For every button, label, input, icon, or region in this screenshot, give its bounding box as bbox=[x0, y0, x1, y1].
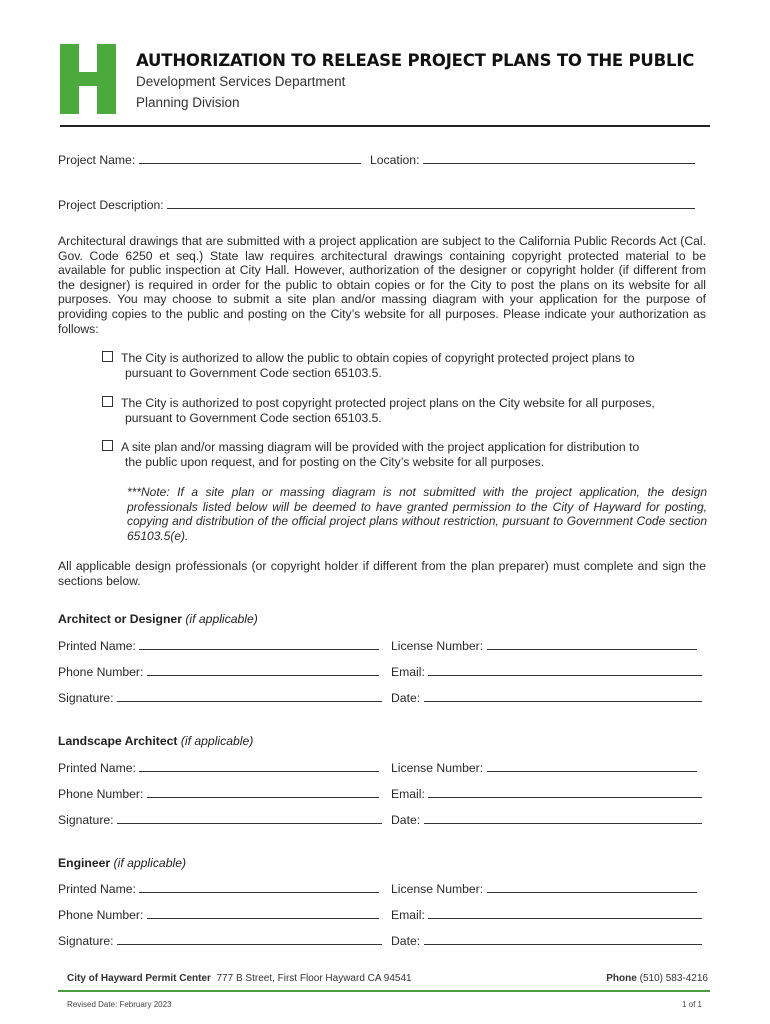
division-name: Planning Division bbox=[136, 95, 240, 110]
architect-date-field[interactable]: Date: bbox=[391, 690, 702, 705]
note-paragraph: ***Note: If a site plan or massing diagram is not submitted with the project application, the design professionals listed below will be deemed to have granted permission to the City of Hayward for posting, copying and distribution of the official project plans without restriction, pursuant to Government Code section 65103.5(e). bbox=[127, 485, 707, 543]
project-name-line[interactable] bbox=[139, 152, 361, 164]
footer-phone bbox=[606, 973, 708, 984]
architect-signature-field[interactable]: Signature: bbox=[58, 690, 382, 705]
option-text: The City is authorized to post copyright protected project plans on the City website for all purposes, bbox=[121, 396, 655, 410]
engineer-email-field[interactable]: Email: bbox=[391, 907, 702, 922]
page-number: 1 of 1 bbox=[681, 1000, 702, 1009]
document-title: AUTHORIZATION TO RELEASE PROJECT PLANS TO THE PUBLIC bbox=[136, 51, 695, 70]
checkbox-allow-copies[interactable] bbox=[102, 351, 113, 362]
input-line[interactable] bbox=[117, 690, 382, 702]
option-allow-copies[interactable] bbox=[102, 351, 708, 380]
option-text: A site plan and/or massing diagram will be provided with the project application for distribution to bbox=[121, 440, 640, 454]
input-line[interactable] bbox=[147, 664, 379, 676]
input-line[interactable] bbox=[428, 786, 702, 798]
revised-date: Revised Date: February 2023 bbox=[67, 1000, 172, 1009]
engineer-signature-field[interactable]: Signature: bbox=[58, 933, 382, 948]
footer-phone-number: (510) 583-4216 bbox=[639, 973, 708, 984]
footer-org: City of Hayward Permit Center bbox=[67, 973, 211, 984]
landscape-license-field[interactable]: License Number: bbox=[391, 760, 697, 775]
input-line[interactable] bbox=[424, 690, 702, 702]
input-line[interactable] bbox=[147, 907, 379, 919]
option-site-plan[interactable] bbox=[102, 440, 708, 469]
landscape-date-field[interactable]: Date: bbox=[391, 812, 702, 827]
footer-street: 777 B Street, First Floor Hayward CA 94541 bbox=[216, 973, 412, 984]
input-line[interactable] bbox=[147, 786, 379, 798]
input-line[interactable] bbox=[139, 881, 379, 893]
section-title-architect: Architect or Designer (if applicable) bbox=[58, 612, 258, 626]
input-line[interactable] bbox=[117, 812, 382, 824]
project-description-label: Project Description: bbox=[58, 198, 164, 212]
instruction-paragraph: All applicable design professionals (or copyright holder if different from the plan preparer) must complete and sign the sections below. bbox=[58, 559, 706, 588]
header-divider bbox=[60, 125, 710, 127]
footer-divider bbox=[58, 990, 710, 992]
section-title-landscape-architect: Landscape Architect (if applicable) bbox=[58, 734, 254, 748]
engineer-license-field[interactable]: License Number: bbox=[391, 881, 697, 896]
location-field[interactable] bbox=[370, 152, 695, 167]
city-of-hayward-logo bbox=[60, 44, 116, 114]
footer-address bbox=[67, 973, 412, 984]
footer-phone-label: Phone bbox=[606, 973, 637, 984]
project-name-label: Project Name: bbox=[58, 153, 136, 167]
input-line[interactable] bbox=[424, 812, 702, 824]
option-text: The City is authorized to allow the public to obtain copies of copyright protected project plans to bbox=[121, 351, 635, 365]
input-line[interactable] bbox=[139, 638, 379, 650]
landscape-email-field[interactable]: Email: bbox=[391, 786, 702, 801]
option-text-cont: the public upon request, and for posting on the City’s website for all purposes. bbox=[125, 454, 545, 469]
architect-printed-name-field[interactable]: Printed Name: bbox=[58, 638, 379, 653]
landscape-signature-field[interactable]: Signature: bbox=[58, 812, 382, 827]
project-name-field[interactable] bbox=[58, 152, 361, 167]
project-description-line[interactable] bbox=[167, 197, 695, 209]
engineer-date-field[interactable]: Date: bbox=[391, 933, 702, 948]
location-label: Location: bbox=[370, 153, 420, 167]
project-description-field[interactable] bbox=[58, 197, 695, 212]
department-name: Development Services Department bbox=[136, 74, 346, 89]
option-post-website[interactable] bbox=[102, 396, 708, 425]
architect-phone-field[interactable]: Phone Number: bbox=[58, 664, 379, 679]
input-line[interactable] bbox=[487, 638, 697, 650]
option-text-cont: pursuant to Government Code section 65103.5. bbox=[125, 365, 382, 380]
location-line[interactable] bbox=[423, 152, 695, 164]
input-line[interactable] bbox=[487, 881, 697, 893]
intro-paragraph: Architectural drawings that are submitted with a project application are subject to the California Public Records Act (Cal. Gov. Code 6250 et seq.) State law requires architectural drawings containing copyright protected material to be available for public inspection at City Hall. However, authorization of the designer or copyright holder (if different from the designer) is required in order for the public to obtain copies or for the City to post the plans on its website for all purposes. You may choose to submit a site plan and/or massing diagram with your application for the purpose of providing copies to the public and posting on the City’s website for all purposes. Please indicate your authorization as follows: bbox=[58, 234, 706, 336]
architect-email-field[interactable]: Email: bbox=[391, 664, 702, 679]
input-line[interactable] bbox=[428, 664, 702, 676]
landscape-phone-field[interactable]: Phone Number: bbox=[58, 786, 379, 801]
input-line[interactable] bbox=[487, 760, 697, 772]
engineer-printed-name-field[interactable]: Printed Name: bbox=[58, 881, 379, 896]
checkbox-site-plan[interactable] bbox=[102, 440, 113, 451]
landscape-printed-name-field[interactable]: Printed Name: bbox=[58, 760, 379, 775]
input-line[interactable] bbox=[117, 933, 382, 945]
architect-license-field[interactable]: License Number: bbox=[391, 638, 697, 653]
input-line[interactable] bbox=[428, 907, 702, 919]
engineer-phone-field[interactable]: Phone Number: bbox=[58, 907, 379, 922]
checkbox-post-website[interactable] bbox=[102, 396, 113, 407]
option-text-cont: pursuant to Government Code section 65103.5. bbox=[125, 410, 382, 425]
section-title-engineer: Engineer (if applicable) bbox=[58, 856, 187, 870]
input-line[interactable] bbox=[139, 760, 379, 772]
input-line[interactable] bbox=[424, 933, 702, 945]
